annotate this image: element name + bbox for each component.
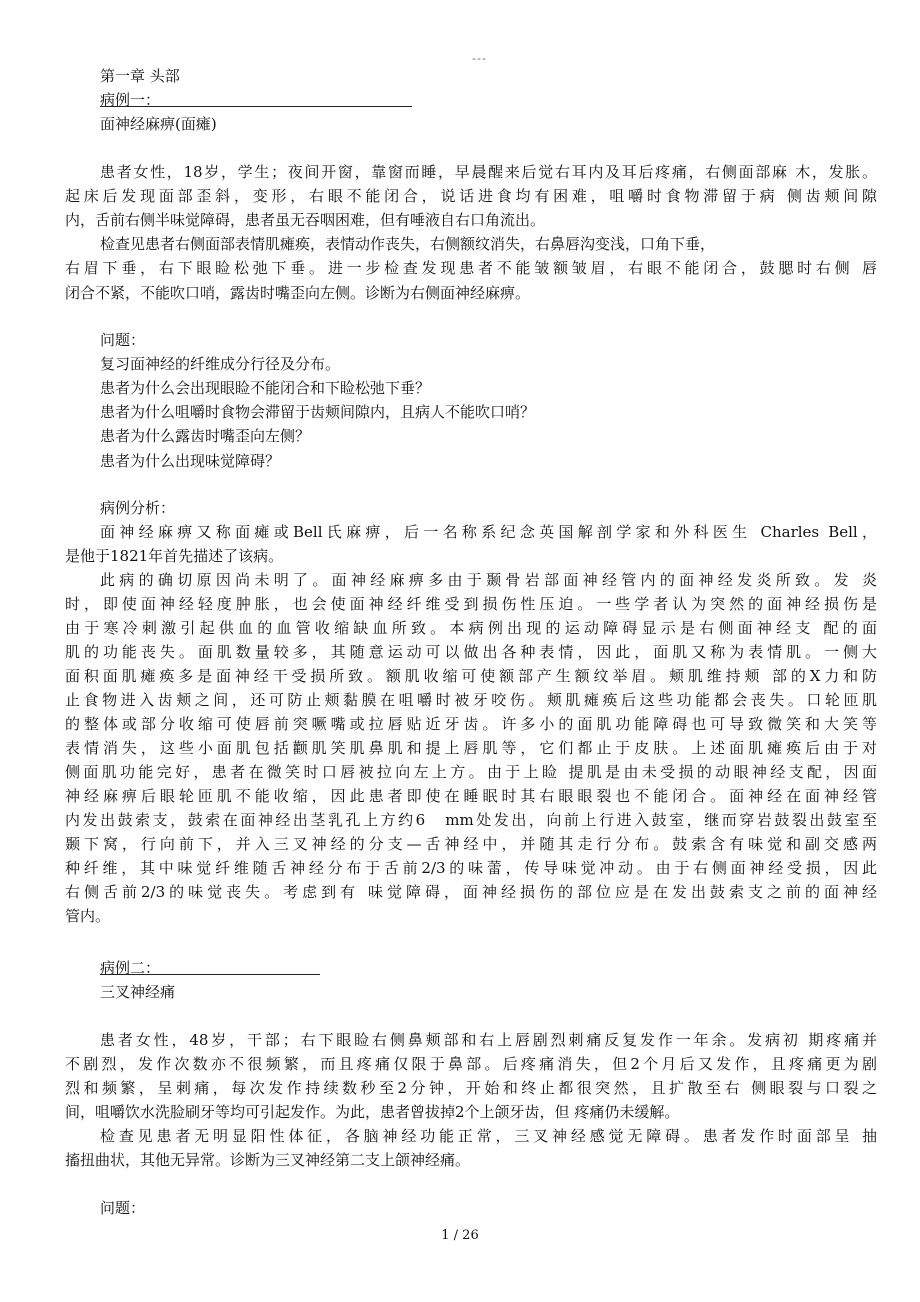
case1-analysis-p2-line14: 右侧舌前2/3的味觉丧失。考虑到有 味觉障碍，面神经损伤的部位应是在发出鼓索支之前的面神经 [65,883,877,901]
case1-p1-line3: 内，舌前右侧半味觉障碍，患者虽无吞咽困难，但有唾液自右口角流出。 [65,211,546,229]
case2-p2-line1: 检查见患者无明显阳性体征，各脑神经功能正常，三叉神经感觉无障碍。患者发作时面部呈 抽 [100,1127,877,1145]
case2-title: 三叉神经痛 [100,983,176,1001]
header-mark: --- [472,52,487,65]
case1-p2-line2: 右眉下垂，右下眼睑松弛下垂。进一步检查发现患者不能皱额皱眉，右眼不能闭合，鼓腮时右侧 唇 [65,259,877,277]
page-number: 1 / 26 [441,1228,479,1243]
case2-questions-label: 问题： [100,1199,146,1217]
case2-p1-line3: 烈和频繁，呈刺痛，每次发作持续数秒至2分钟，开始和终止都很突然，且扩散至右 侧眼裂与口裂之 [65,1079,877,1097]
case1-analysis-p2-line6: 止食物进入齿颊之间，还可防止颊黏膜在咀嚼时被牙咬伤。颊肌瘫痪后这些功能都会丧失。口轮匝肌 [65,691,877,709]
chapter-title: 第一章 头部 [100,67,180,85]
case2-underline [100,974,320,975]
case1-question-3: 患者为什么咀嚼时食物会滞留于齿颊间隙内，且病人不能吹口哨？ [100,403,536,421]
case1-analysis-p2-line7: 的整体或部分收缩可使唇前突噘嘴或拉唇贴近牙齿。许多小的面肌功能障碍也可导致微笑和大笑等 [65,715,877,733]
case1-p2-line3: 闭合不紧，不能吹口哨，露齿时嘴歪向左侧。诊断为右侧面神经麻痹。 [65,284,531,302]
case1-question-4: 患者为什么露齿时嘴歪向左侧？ [100,427,311,445]
case1-questions-label: 问题： [100,331,146,349]
case1-analysis-p2-line8: 表情消失，这些小面肌包括颧肌笑肌鼻肌和提上唇肌等，它们都止于皮肤。上述面肌瘫痪后由于对 [65,739,877,757]
case1-p2-line1: 检查见患者右侧面部表情肌瘫痪，表情动作丧失，右侧额纹消失，右鼻唇沟变浅，口角下垂， [100,235,716,253]
case1-analysis-p2-line11: 内发出鼓索支，鼓索在面神经出茎乳孔上方约6 mm处发出，向前上行进入鼓室，继而穿岩鼓裂出鼓室至 [65,811,877,829]
case1-analysis-p2-line13: 种纤维，其中味觉纤维随舌神经分布于舌前2/3的味蕾，传导味觉冲动。由于右侧面神经受损，因此 [65,859,877,877]
case1-analysis-p2-line15: 管内。 [65,907,111,925]
case1-analysis-p2-line2: 时，即使面神经轻度肿胀，也会使面神经纤维受到损伤性压迫。一些学者认为突然的面神经损伤是 [65,595,877,613]
case2-p1-line1: 患者女性，48岁，干部；右下眼睑右侧鼻颊部和右上唇剧烈刺痛反复发作一年余。发病初 期疼痛并 [100,1031,877,1049]
case1-analysis-p2-line5: 面积面肌瘫痪多是面神经干受损所致。额肌收缩可使额部产生额纹举眉。颊肌维持颊 部的X力和防 [65,667,877,685]
case1-analysis-p2-line4: 肌的功能丧失。面肌数量较多，其随意运动可以做出各种表情，因此，面肌又称为表情肌。一侧大 [65,643,877,661]
case1-analysis-label: 病例分析： [100,499,176,517]
case1-analysis-p2-line9: 侧面肌功能完好，患者在微笑时口唇被拉向左上方。由于上睑 提肌是由未受损的动眼神经支配，因面 [65,763,877,781]
case1-analysis-p2-line12: 颞下窝，行向前下，并入三叉神经的分支—舌神经中，并随其走行分布。鼓索含有味觉和副交感两 [65,835,877,853]
case2-p1-line2: 不剧烈，发作次数亦不很频繁，而且疼痛仅限于鼻部。后疼痛消失，但2个月后又发作，且疼痛更为剧 [65,1055,877,1073]
case2-p1-line4: 间，咀嚼饮水洗脸刷牙等均可引起发作。为此，患者曾拔掉2个上颌牙齿，但 疼痛仍未缓解。 [65,1103,680,1121]
case1-question-5: 患者为什么出现味觉障碍？ [100,452,281,470]
case1-analysis-p2-line10: 神经麻痹后眼轮匝肌不能收缩，因此患者即使在睡眠时其右眼眼裂也不能闭合。面神经在面神经管 [65,787,877,805]
case2-label: 病例二： [100,959,161,977]
case1-title: 面神经麻痹(面瘫) [100,115,217,133]
case2-p2-line2: 搐扭曲状，其他无异常。诊断为三叉神经第二支上颌神经痛。 [65,1151,471,1169]
case1-p1-line1: 患者女性，18岁，学生；夜间开窗，靠窗而睡，早晨醒来后觉右耳内及耳后疼痛，右侧面部麻 木，发胀。 [100,163,877,181]
case1-analysis-p2-line1: 此病的确切原因尚未明了。面神经麻痹多由于颞骨岩部面神经管内的面神经发炎所致。发 炎 [100,571,877,589]
case1-analysis-p1-line2: 是他于1821年首先描述了该病。 [65,547,284,565]
case1-label: 病例一： [100,91,161,109]
case1-p1-line2: 起床后发现面部歪斜，变形，右眼不能闭合，说话进食均有困难，咀嚼时食物滞留于病 侧齿颊间隙 [65,187,877,205]
case1-question-2: 患者为什么会出现眼睑不能闭合和下睑松弛下垂？ [100,379,431,397]
case1-question-1: 复习面神经的纤维成分行径及分布。 [100,355,341,373]
case1-analysis-p2-line3: 由于寒冷刺激引起供血的血管收缩缺血所致。本病例出现的运动障碍显示是右侧面神经支 配的面 [65,619,877,637]
case1-underline [100,106,412,107]
case1-analysis-p1-line1: 面神经麻痹又称面瘫或Bell氏麻痹，后一名称系纪念英国解剖学家和外科医生 Charles Bell， [100,523,877,541]
